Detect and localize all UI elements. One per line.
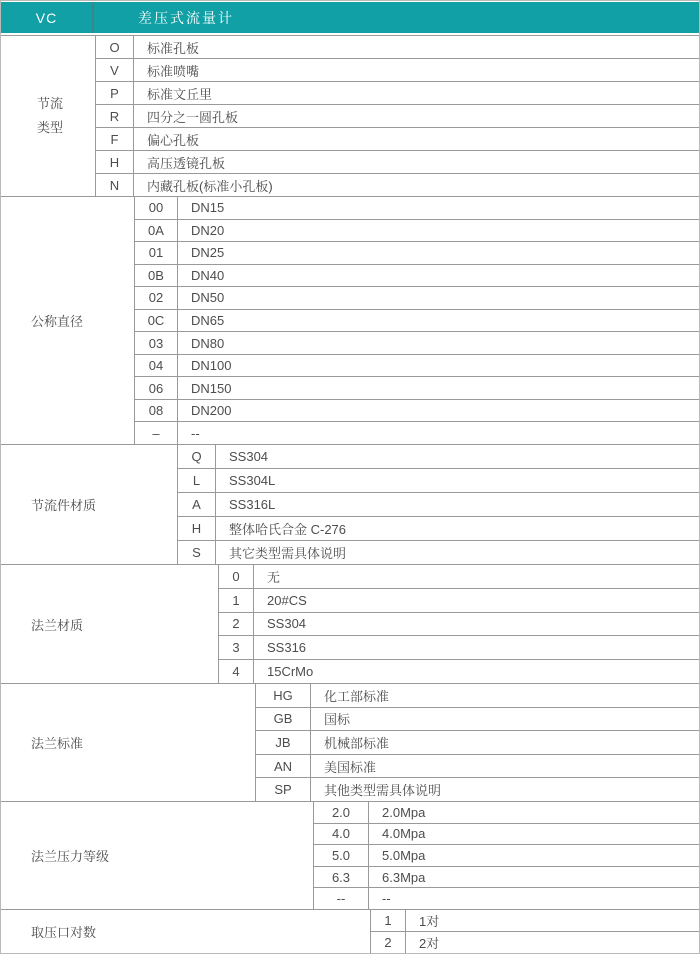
table-row	[178, 517, 699, 541]
code-cell: 0C	[135, 310, 178, 332]
code-cell: H	[96, 151, 134, 173]
section-label-text: 节流件材质	[31, 498, 97, 513]
code-cell: 6.3	[314, 867, 369, 888]
desc-cell: 国标	[324, 712, 351, 728]
desc-cell: DN15	[191, 200, 225, 216]
code-cell: N	[96, 174, 134, 196]
code-cell: R	[96, 105, 134, 127]
table-row	[135, 287, 699, 310]
table-row	[96, 82, 699, 105]
desc-cell: DN100	[191, 358, 232, 374]
table-row	[256, 778, 699, 801]
table-row	[314, 824, 699, 846]
table-row	[256, 731, 699, 755]
table-row	[135, 377, 699, 400]
table-row	[178, 541, 699, 564]
code-cell: A	[178, 493, 216, 516]
table-row	[219, 589, 699, 613]
code-cell: H	[178, 517, 216, 540]
section-label	[1, 565, 219, 683]
code-cell: 06	[135, 377, 178, 399]
section-throttle-part-material	[1, 445, 699, 565]
code-cell: 04	[135, 355, 178, 377]
section-label-text: 公称直径	[31, 314, 84, 329]
code-cell: V	[96, 59, 134, 81]
desc-cell: DN150	[191, 380, 232, 396]
desc-cell: DN50	[191, 290, 225, 306]
table-row	[135, 422, 699, 444]
code-cell: 3	[219, 636, 254, 659]
code-cell: 2.0	[314, 802, 369, 823]
table-row	[178, 493, 699, 517]
table-row	[314, 802, 699, 824]
desc-cell: DN25	[191, 245, 225, 261]
table-row	[256, 708, 699, 732]
code-cell: 1	[219, 589, 254, 612]
code-cell: 2	[371, 932, 406, 953]
table-header	[1, 2, 699, 33]
section-rows	[135, 197, 699, 444]
table-body	[1, 35, 699, 953]
code-cell: F	[96, 128, 134, 150]
code-cell: GB	[256, 708, 311, 731]
desc-cell: 5.0Mpa	[382, 847, 426, 863]
desc-cell: 4.0Mpa	[382, 826, 426, 842]
section-label-text: 法兰压力等级	[31, 849, 110, 864]
section-label	[1, 445, 178, 564]
section-rows	[256, 684, 699, 801]
table-row	[135, 355, 699, 378]
desc-cell: DN65	[191, 313, 225, 328]
desc-cell: 机械部标准	[324, 735, 390, 751]
desc-cell: 6.3Mpa	[382, 869, 426, 885]
desc-cell: SS304	[267, 616, 307, 632]
desc-cell: 其它类型需具体说明	[229, 546, 347, 561]
table-row	[178, 445, 699, 469]
desc-cell: DN40	[191, 267, 225, 283]
section-label	[1, 910, 371, 953]
desc-cell: 15CrMo	[267, 664, 314, 680]
code-cell: –	[135, 422, 178, 444]
section-label	[1, 197, 135, 444]
desc-cell: 化工部标准	[324, 688, 390, 704]
code-cell: HG	[256, 684, 311, 707]
table-row	[135, 332, 699, 355]
table-row	[219, 660, 699, 683]
code-cell: 0B	[135, 265, 178, 287]
desc-cell: 2对	[419, 936, 440, 951]
section-label-text: 法兰标准	[31, 736, 84, 751]
table-row	[135, 242, 699, 265]
section-rows	[314, 802, 699, 909]
table-row	[96, 174, 699, 196]
desc-cell: 内藏孔板(标准小孔板)	[147, 178, 273, 194]
table-row	[371, 910, 699, 932]
desc-cell: DN20	[191, 222, 225, 238]
code-cell: 4.0	[314, 824, 369, 845]
section-flange-material	[1, 565, 699, 684]
desc-cell: SS316	[267, 640, 307, 656]
desc-cell: 偏心孔板	[147, 132, 200, 148]
code-cell: 08	[135, 400, 178, 422]
code-cell: 5.0	[314, 845, 369, 866]
table-row	[314, 867, 699, 889]
code-cell: S	[178, 541, 216, 564]
desc-cell: SS304	[229, 449, 269, 464]
table-row	[96, 128, 699, 151]
section-rows	[371, 910, 699, 953]
section-label	[1, 684, 256, 801]
desc-cell: 2.0Mpa	[382, 804, 426, 820]
code-cell: L	[178, 469, 216, 492]
code-cell: O	[96, 36, 134, 58]
table-row	[219, 565, 699, 589]
desc-cell: 高压透镜孔板	[147, 155, 226, 171]
code-cell: 03	[135, 332, 178, 354]
model-code: VC	[1, 2, 94, 33]
desc-cell: 其他类型需具体说明	[324, 783, 442, 799]
code-cell: AN	[256, 755, 311, 778]
desc-cell: SS304L	[229, 473, 276, 488]
desc-cell: 整体哈氏合金 C-276	[229, 522, 347, 537]
desc-cell: 标准喷嘴	[147, 63, 200, 79]
section-rows	[178, 445, 699, 564]
code-cell: 01	[135, 242, 178, 264]
desc-cell: 1对	[419, 914, 440, 929]
desc-cell: DN200	[191, 403, 232, 419]
section-flange-pressure-rating	[1, 802, 699, 910]
desc-cell: 无	[267, 569, 281, 585]
section-label	[1, 802, 314, 909]
table-row	[178, 469, 699, 493]
code-cell: SP	[256, 778, 311, 801]
product-name: 差压式流量计	[138, 9, 234, 26]
table-row	[256, 684, 699, 708]
section-label-text: 节流类型	[37, 96, 64, 135]
table-row	[135, 310, 699, 333]
section-rows	[219, 565, 699, 683]
desc-cell: --	[382, 891, 391, 907]
section-label	[1, 36, 96, 196]
section-rows	[96, 36, 699, 196]
table-row	[314, 888, 699, 909]
section-pressure-tap-pairs	[1, 910, 699, 953]
table-row	[96, 59, 699, 82]
code-cell: 2	[219, 613, 254, 636]
section-flange-standard	[1, 684, 699, 802]
code-cell: JB	[256, 731, 311, 754]
table-row	[135, 400, 699, 423]
code-cell: 00	[135, 197, 178, 219]
desc-cell: 美国标准	[324, 759, 377, 775]
desc-cell: 20#CS	[267, 592, 307, 608]
desc-cell: 四分之一圆孔板	[147, 109, 239, 125]
table-row	[219, 636, 699, 660]
code-cell: --	[314, 888, 369, 909]
desc-cell: 标准孔板	[147, 40, 200, 56]
code-cell: 0	[219, 565, 254, 588]
table-row	[135, 197, 699, 220]
table-row	[96, 36, 699, 59]
table-row	[219, 613, 699, 637]
code-cell: 4	[219, 660, 254, 683]
table-row	[135, 220, 699, 243]
code-cell: P	[96, 82, 134, 104]
table-row	[96, 151, 699, 174]
code-cell: Q	[178, 445, 216, 468]
desc-cell: 标准文丘里	[147, 86, 213, 102]
desc-cell: DN80	[191, 335, 225, 351]
code-cell: 0A	[135, 220, 178, 242]
section-label-text: 法兰材质	[31, 617, 84, 633]
table-row	[256, 755, 699, 779]
section-throttle-type	[1, 36, 699, 197]
table-row	[135, 265, 699, 288]
code-cell: 1	[371, 910, 406, 931]
desc-cell: SS316L	[229, 497, 276, 512]
desc-cell: --	[191, 425, 200, 441]
table-row	[314, 845, 699, 867]
section-label-text: 取压口对数	[31, 925, 97, 940]
code-cell: 02	[135, 287, 178, 309]
table-row	[371, 932, 699, 953]
table-row	[96, 105, 699, 128]
section-nominal-diameter	[1, 197, 699, 445]
